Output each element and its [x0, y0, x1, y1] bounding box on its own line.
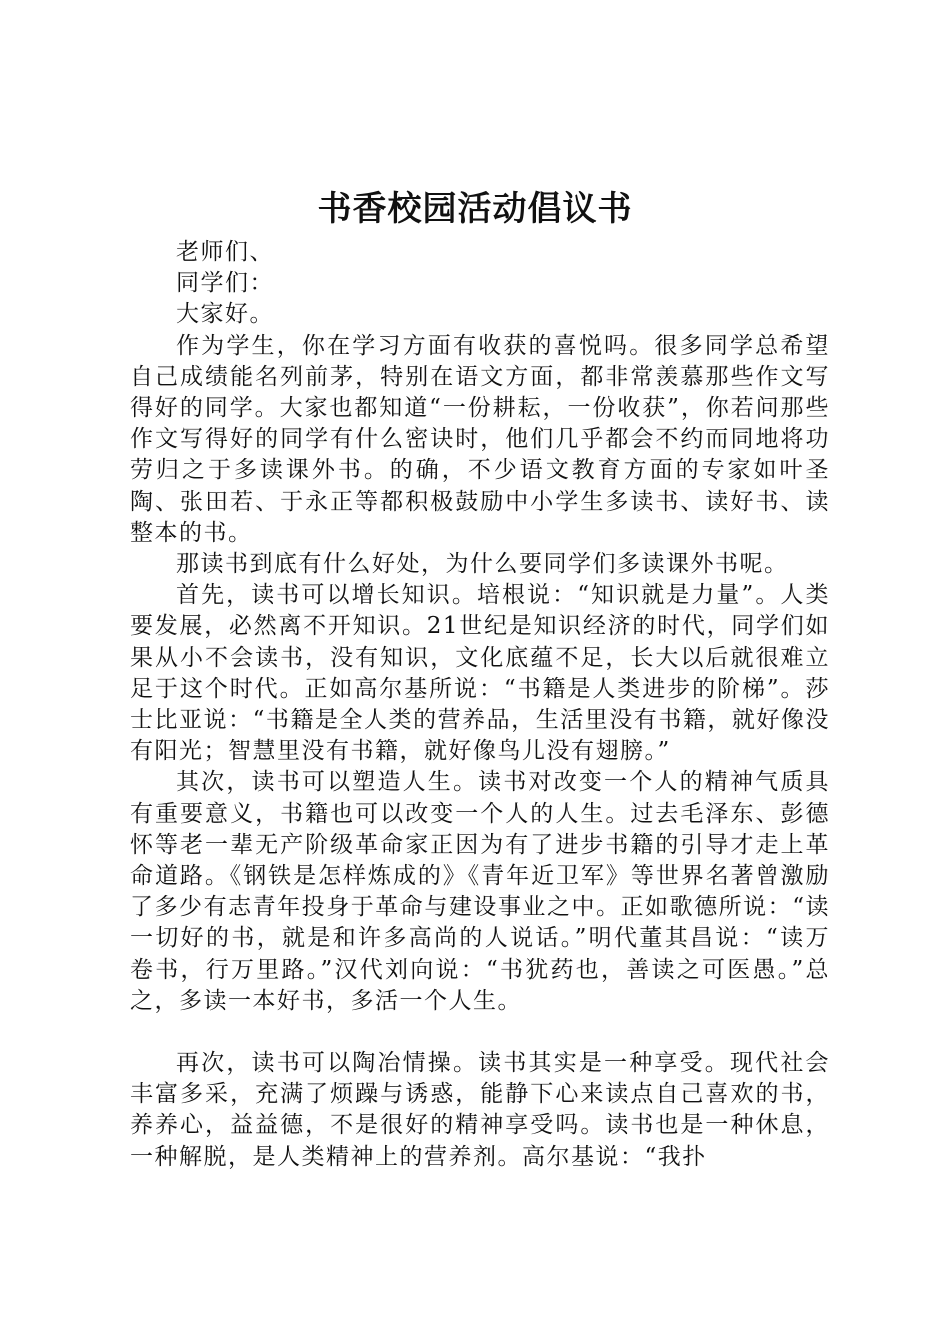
- document-body: [130, 237, 830, 1173]
- paragraph-third-sentiment: 再次，读书可以陶冶情操。读书其实是一种享受。现代社会丰富多采，充满了烦躁与诱惑，能静下心来读点自己喜欢的书，养养心，益益德，不是很好的精神享受吗。读书也是一种休息，一种解脱，是人类精神上的营养剂。高尔基说：“我扑: [130, 1050, 830, 1170]
- greeting-students: 同学们：: [176, 270, 274, 297]
- paragraph-intro: 作为学生，你在学习方面有收获的喜悦吗。很多同学总希望自己成绩能名列前茅，特别在语文方面，都非常羡慕那些作文写得好的同学。大家也都知道“一份耕耘，一份收获”，你若问那些作文写得好的同学有什么密诀时，他们几乎都会不约而同地将功劳归之于多读课外书。的确，不少语文教育方面的专家如叶圣陶、张田若、于永正等都积极鼓励中小学生多读书、读好书、读整本的书。: [130, 332, 830, 546]
- greeting-everyone: 大家好。: [176, 301, 274, 328]
- paragraph-first-knowledge: 首先，读书可以增长知识。培根说：“知识就是力量”。人类要发展，必然离不开知识。21世纪是知识经济的时代，同学们如果从小不会读书，没有知识，文化底蕴不足，长大以后就很难立足于这个时代。正如高尔基所说：“书籍是人类进步的阶梯”。莎士比亚说：“书籍是全人类的营养品，生活里没有书籍，就好像没有阳光；智慧里没有书籍，就好像鸟儿没有翅膀。”: [130, 582, 830, 765]
- paragraph-question: 那读书到底有什么好处，为什么要同学们多读课外书呢。: [176, 551, 789, 578]
- document-title: 书香校园活动倡议书: [317, 189, 633, 229]
- paragraph-second-life: 其次，读书可以塑造人生。读书对改变一个人的精神气质具有重要意义，书籍也可以改变一个人的人生。过去毛泽东、彭德怀等老一辈无产阶级革命家正因为有了进步书籍的引导才走上革命道路。《钢铁是怎样炼成的》《青年近卫军》等世界名著曾激励了多少有志青年投身于革命与建设事业之中。正如歌德所说：“读一切好的书，就是和许多高尚的人说话。”明代董其昌说：“读万卷书，行万里路。”汉代刘向说：“书犹药也，善读之可医愚。”总之，多读一本好书，多活一个人生。: [130, 769, 830, 1014]
- greeting-teachers: 老师们、: [176, 239, 274, 265]
